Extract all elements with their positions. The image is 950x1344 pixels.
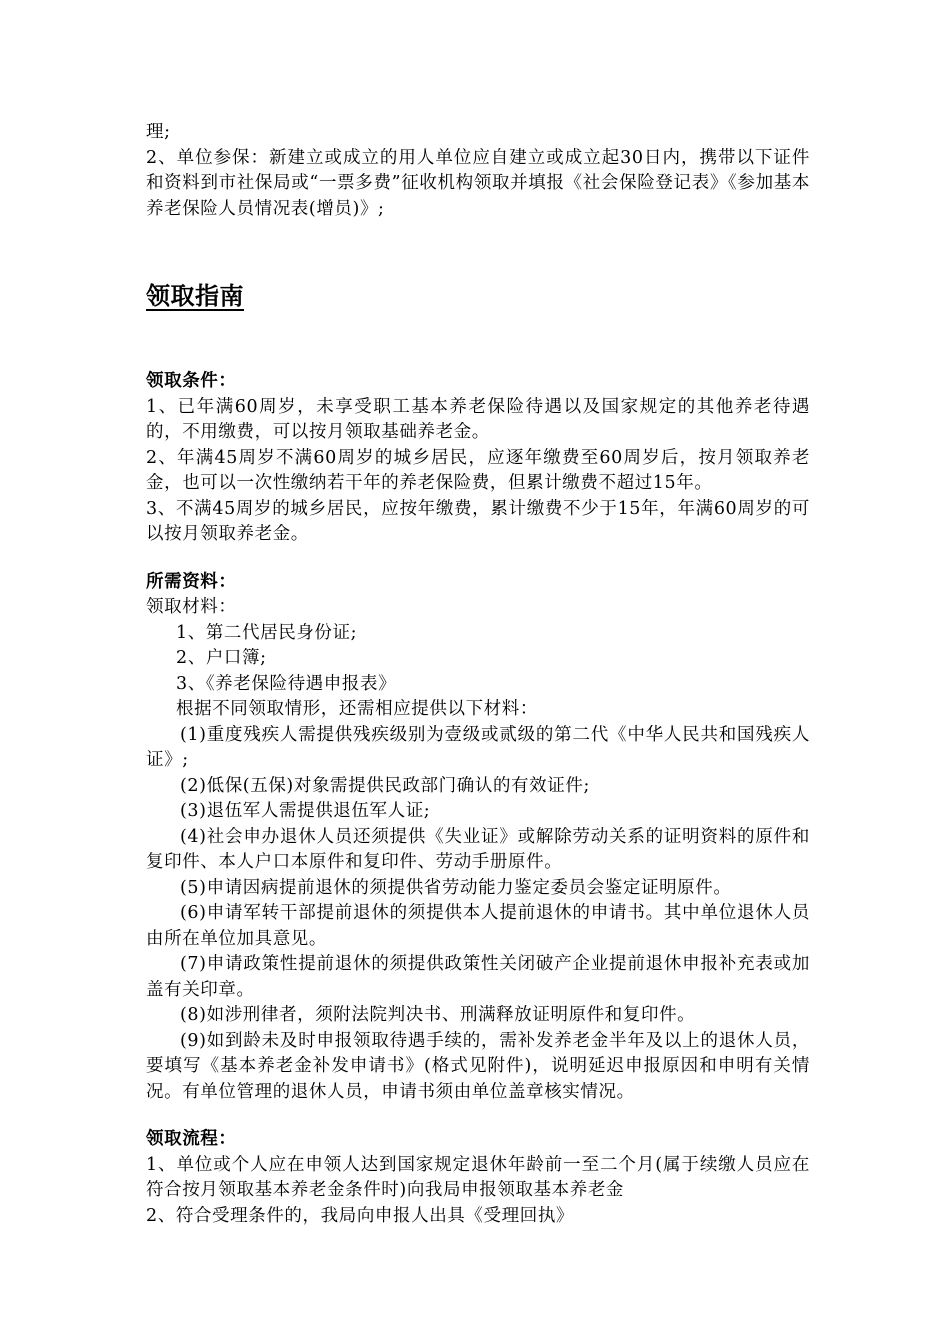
basic-material-item: 3、《养老保险待遇申报表》 [176, 673, 397, 694]
condition-item: 1、已年满60周岁，未享受职工基本养老保险待遇以及国家规定的其他养老待遇的，不用缴费，可以按月领取基础养老金。 [146, 396, 810, 442]
process-item: 1、单位或个人应在申领人达到国家规定退休年龄前一至二个月(属于续缴人员应在符合按月领取基本养老金条件时)向我局申报领取基本养老金 [146, 1154, 810, 1200]
extra-material-item: (7)申请政策性提前退休的须提供政策性关闭破产企业提前退休申报补充表或加盖有关印章。 [146, 954, 810, 1000]
condition-item: 2、年满45周岁不满60周岁的城乡居民，应逐年缴费至60周岁后，按月领取养老金，也可以一次性缴纳若干年的养老保险费，但累计缴费不超过15年。 [146, 447, 810, 493]
extra-material-item: (3)退伍军人需提供退伍军人证; [180, 801, 431, 821]
extra-material-item: (4)社会申办退休人员还须提供《失业证》或解除劳动关系的证明资料的原件和复印件、本人户口本原件和复印件、劳动手册原件。 [146, 826, 810, 872]
basic-material-item: 1、第二代居民身份证; [176, 622, 358, 643]
materials-heading: 所需资料： [146, 571, 237, 592]
extra-material-item: (9)如到龄未及时申报领取待遇手续的，需补发养老金半年及以上的退休人员，要填写《基本养老金补发申请书》(格式见附件)，说明延迟申报原因和申明有关情况。有单位管理的退休人员，申请书须由单位盖章核实情况。 [146, 1030, 810, 1102]
conditions-heading: 领取条件： [146, 371, 237, 391]
process-heading: 领取流程： [146, 1129, 237, 1149]
basic-material-item: 2、户口簿; [176, 648, 267, 668]
intro-continuation: 理; [146, 122, 171, 142]
extra-materials-intro: 根据不同领取情形，还需相应提供以下材料： [176, 699, 538, 719]
extra-material-item: (5)申请因病提前退休的须提供省劳动能力鉴定委员会鉴定证明原件。 [180, 877, 732, 898]
spacer [146, 548, 810, 570]
extra-material-item: (1)重度残疾人需提供残疾级别为壹级或贰级的第二代《中华人民共和国残疾人证》; [146, 724, 810, 770]
extra-material-item: (8)如涉刑律者，须附法院判决书、刑满释放证明原件和复印件。 [180, 1005, 696, 1025]
spacer [146, 1105, 810, 1127]
process-item: 2、符合受理条件的，我局向申报人出具《受理回执》 [146, 1205, 575, 1226]
condition-item: 3、不满45周岁的城乡居民，应按年缴费，累计缴费不少于15年，年满60周岁的可以按月领取养老金。 [146, 498, 810, 544]
extra-material-item: (6)申请军转干部提前退休的须提供本人提前退休的申请书。其中单位退休人员由所在单位加具意见。 [146, 903, 810, 949]
document-page [146, 120, 810, 1229]
extra-material-item: (2)低保(五保)对象需提供民政部门确认的有效证件; [180, 775, 590, 796]
section-title: 领取指南 [146, 281, 244, 310]
materials-subheading: 领取材料： [146, 597, 237, 617]
intro-item-2: 2、单位参保：新建立或成立的用人单位应自建立或成立起30日内，携带以下证件和资料到市社保局或“一票多费”征收机构领取并填报《社会保险登记表》《参加基本养老保险人员情况表(增员)》; [146, 147, 810, 219]
